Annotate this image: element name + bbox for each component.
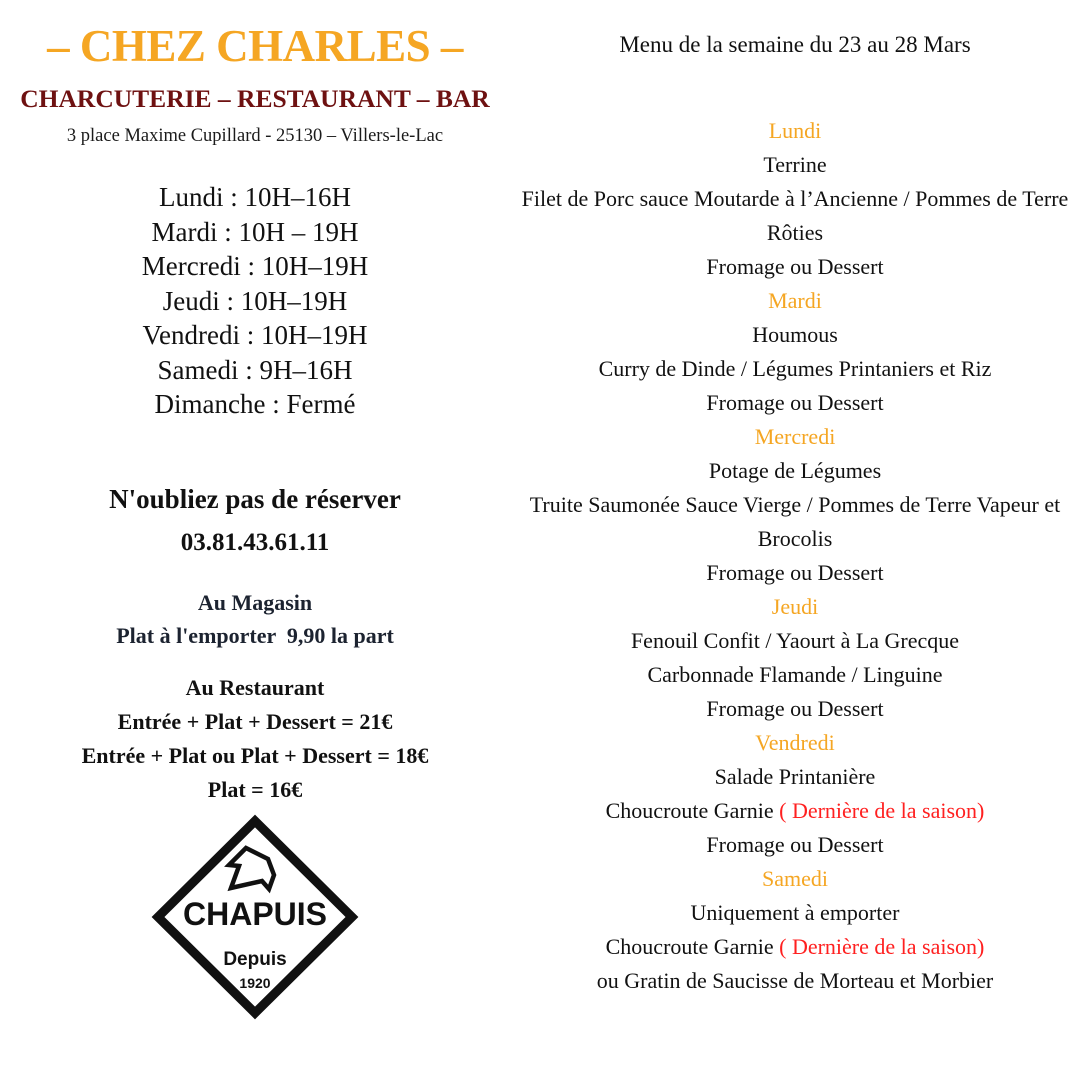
logo-since-year: 1920 [239, 974, 271, 991]
restaurant-price-row: Plat = 16€ [207, 776, 303, 802]
menu-dish-text: Salade Printanière [714, 764, 876, 789]
logo-name-text: CHAPUIS [182, 895, 328, 932]
menu-day-heading: Lundi [768, 118, 822, 143]
menu-dish [510, 148, 1080, 182]
menu-dish [510, 352, 1080, 386]
menu-day-heading: Jeudi [771, 594, 819, 619]
menu-dish [510, 760, 1080, 794]
menu-dish-text: Fromage ou Dessert [706, 696, 884, 721]
menu-day-heading: Vendredi [755, 730, 835, 755]
menu-dish [510, 318, 1080, 352]
menu-dish-note: ( Dernière de la saison) [779, 934, 985, 959]
menu-dish-text: Uniquement à emporter [690, 900, 900, 925]
brand-title: – CHEZ CHARLES – [47, 21, 463, 71]
menu-day-list [510, 56, 1080, 998]
restaurant-price-row: Entrée + Plat + Dessert = 21€ [117, 708, 393, 734]
menu-dish [510, 250, 1080, 284]
shop-takeaway-price: Plat à l'emporter 9,90 la part [116, 622, 394, 648]
menu-dish [510, 624, 1080, 658]
hours-row: Mercredi : 10H–19H [141, 251, 369, 281]
restaurant-price-row: Entrée + Plat ou Plat + Dessert = 18€ [81, 742, 429, 768]
menu-dish-text: ou Gratin de Saucisse de Morteau et Morbier [596, 968, 994, 993]
menu-dish-text: Choucroute Garnie [605, 934, 780, 959]
menu-day-heading: Samedi [762, 866, 828, 891]
weekly-menu-column [510, 0, 1080, 1080]
hours-row: Samedi : 9H–16H [157, 354, 353, 385]
brand-address: 3 place Maxime Cupillard - 25130 – Villers-le-Lac [66, 125, 444, 146]
restaurant-heading: Au Restaurant [185, 674, 325, 700]
menu-day-heading: Mercredi [754, 424, 836, 449]
menu-dish [510, 488, 1080, 556]
menu-week-header: Menu de la semaine du 23 au 28 Mars [619, 32, 971, 57]
shop-heading: Au Magasin [197, 589, 313, 615]
menu-dish [510, 454, 1080, 488]
menu-dish [510, 182, 1080, 250]
brand-subtitle: CHARCUTERIE – RESTAURANT – BAR [20, 84, 490, 113]
opening-hours-list [0, 145, 510, 422]
menu-dish [510, 658, 1080, 692]
menu-dish [510, 828, 1080, 862]
menu-dish [510, 896, 1080, 930]
menu-dish [510, 964, 1080, 998]
menu-dish-text: Houmous [752, 322, 838, 347]
menu-dish-text: Choucroute Garnie [605, 798, 780, 823]
hours-row: Vendredi : 10H–19H [142, 320, 368, 350]
menu-dish-text: Filet de Porc sauce Moutarde à l’Ancienne / Pommes de Terre Rôties [521, 186, 1069, 245]
menu-dish-text: Fromage ou Dessert [706, 560, 884, 585]
menu-dish-text: Carbonnade Flamande / Linguine [647, 662, 943, 687]
reservation-phone[interactable]: 03.81.43.61.11 [180, 528, 330, 556]
menu-dish [510, 692, 1080, 726]
menu-dish-text: Fenouil Confit / Yaourt à La Grecque [630, 628, 960, 653]
menu-dish [510, 794, 1080, 828]
menu-dish-text: Curry de Dinde / Légumes Printaniers et Riz [598, 356, 992, 381]
menu-dish [510, 930, 1080, 964]
reservation-title: N'oubliez pas de réserver [109, 483, 401, 514]
menu-day-heading: Mardi [768, 288, 822, 313]
logo-since-label: Depuis [223, 948, 287, 970]
menu-dish [510, 556, 1080, 590]
reservation-block [0, 422, 510, 555]
chapuis-logo [0, 801, 510, 1021]
menu-dish-note: ( Dernière de la saison) [779, 798, 985, 823]
hours-row: Jeudi : 10H–19H [162, 285, 348, 316]
menu-dish-text: Fromage ou Dessert [706, 832, 884, 857]
hours-row: Dimanche : Fermé [154, 389, 356, 419]
info-column [0, 0, 510, 1080]
chapuis-logo-svg [150, 813, 360, 1021]
menu-dish-text: Fromage ou Dessert [706, 390, 884, 415]
hours-row: Mardi : 10H – 19H [151, 216, 359, 247]
restaurant-pricing-block [0, 647, 510, 801]
menu-dish-text: Potage de Légumes [708, 458, 882, 483]
menu-dish [510, 386, 1080, 420]
menu-dish-text: Truite Saumonée Sauce Vierge / Pommes de Terre Vapeur et Brocolis [529, 492, 1061, 551]
menu-dish-text: Fromage ou Dessert [706, 254, 884, 279]
hours-row: Lundi : 10H–16H [159, 182, 351, 212]
menu-dish-text: Terrine [763, 152, 827, 177]
shop-pricing-block [0, 555, 510, 647]
